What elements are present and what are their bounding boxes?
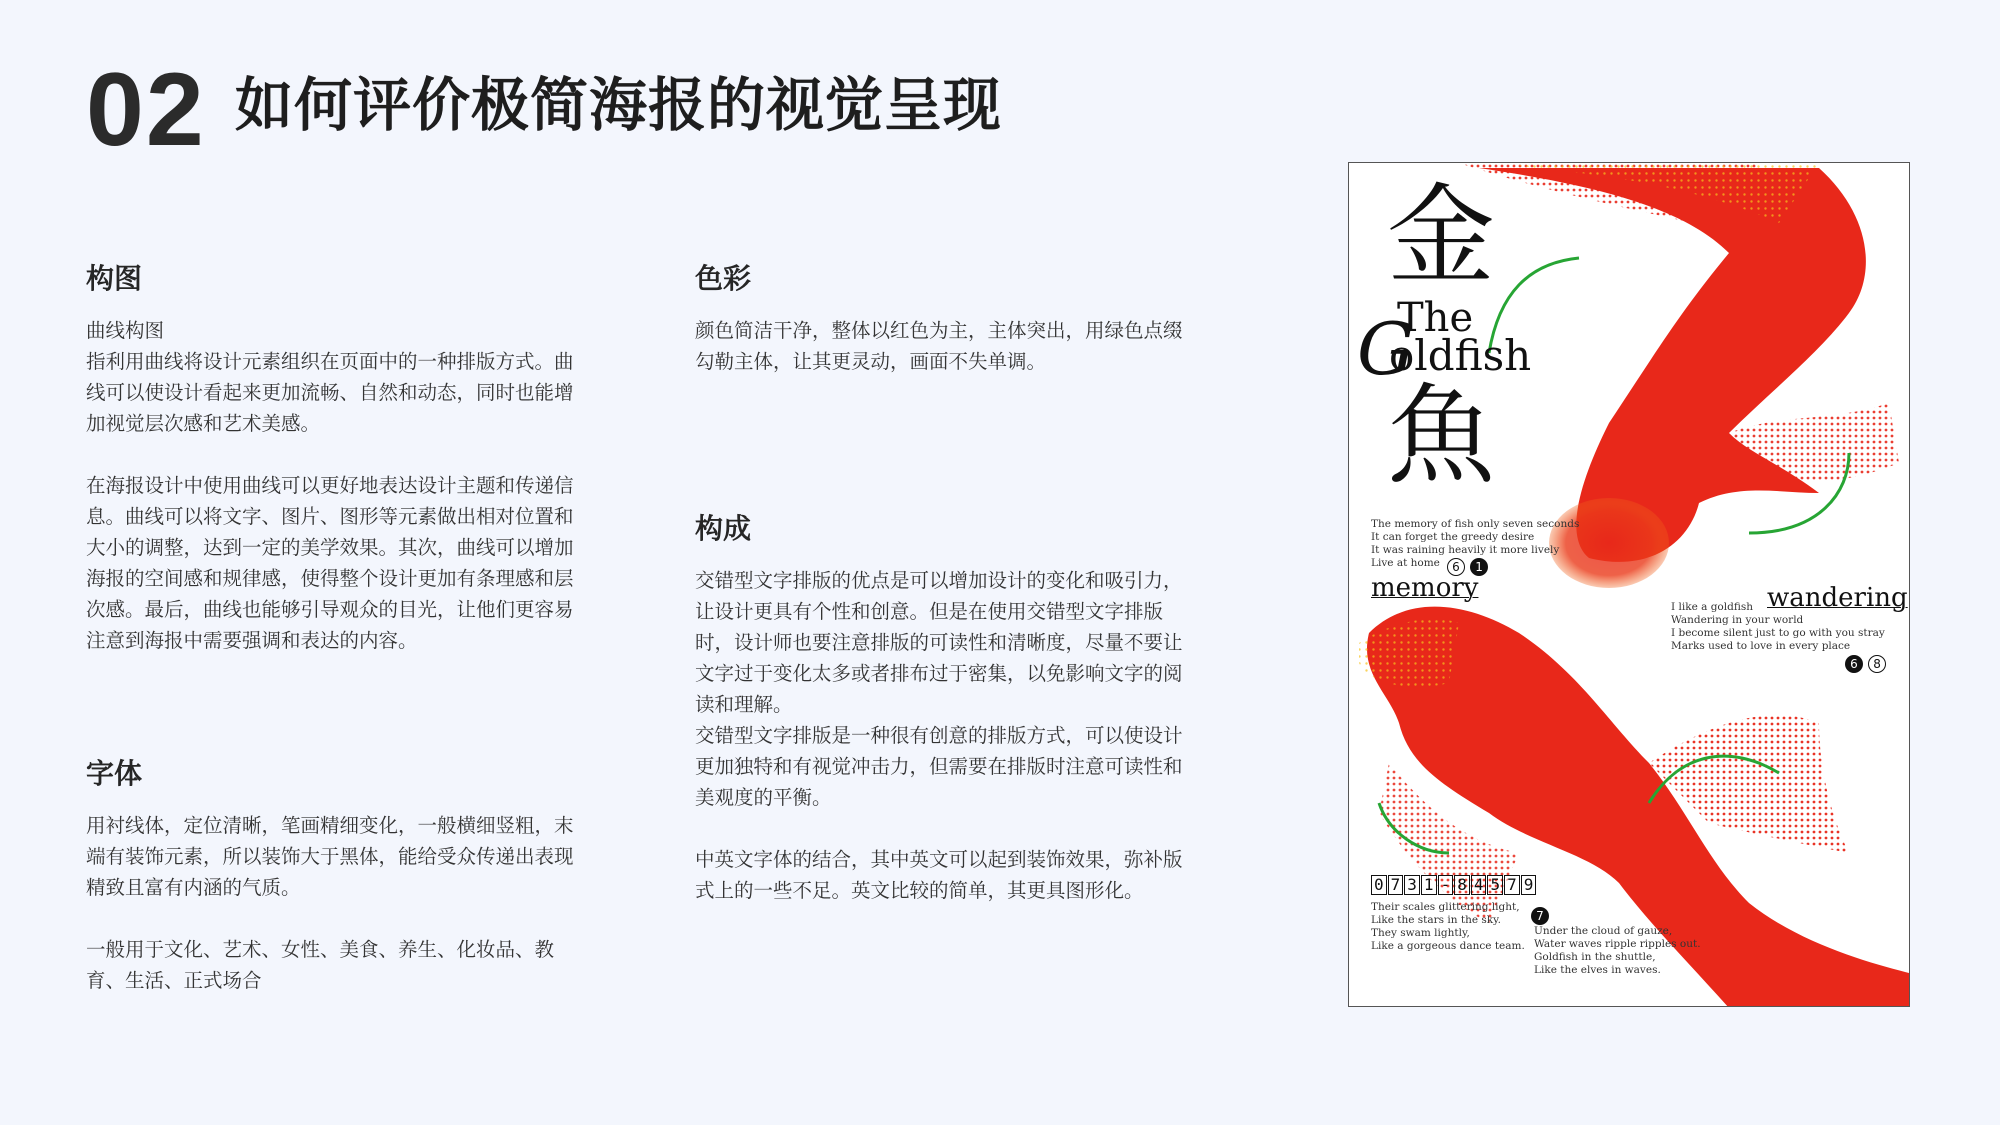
section-heading: 色彩 bbox=[695, 262, 752, 295]
poster-poem-2: I like a goldfish Wandering in your world I become silent just to go with you stray Marks used to love in every place bbox=[1671, 601, 1885, 652]
digit-box: 4 bbox=[1471, 875, 1487, 895]
digit-box: 9 bbox=[1521, 875, 1537, 895]
section-paragraph: 中英文字体的结合，其中英文可以起到装饰效果，弥补版 式上的一些不足。英文比较的简单，其更具图形化。 bbox=[695, 848, 1183, 902]
digit-box: 8 bbox=[1454, 875, 1470, 895]
poster-badge-7 bbox=[1531, 905, 1549, 925]
number-badge: 6 bbox=[1447, 558, 1465, 576]
section-heading: 构成 bbox=[695, 512, 752, 545]
digit-box: 1 bbox=[1421, 875, 1437, 895]
section-paragraph: 在海报设计中使用曲线可以更好地表达设计主题和传递信 息。曲线可以将文字、图片、图形等元素做出相对位置和 大小的调整，达到一定的美学效果。其次，曲线可以增加 海报的空间感和规律感，使得整个设计更加有条理感和层 次感。最后，曲线也能够引导观众的目光，让他们更容易 注意到海报中需要强调和表达的内容。 bbox=[86, 474, 574, 652]
section-composition bbox=[86, 262, 616, 656]
poster-word-memory: memory bbox=[1371, 573, 1479, 603]
slide-title: 如何评价极简海报的视觉呈现 bbox=[235, 71, 1003, 139]
section-font bbox=[86, 757, 616, 996]
section-paragraph: 交错型文字排版的优点是可以增加设计的变化和吸引力， 让设计更具有个性和创意。但是在使用交错型文字排版 时，设计师也要注意排版的可读性和清晰度，尽量不要让 文字过于变化太多或者排布过于密集，以免影响文字的阅 读和理解。 交错型文字排版是一种很有创意的排版方式，可以使设计 更加独特和有视觉冲击力，但需要在排版时注意可读性和 美观度的平衡。 bbox=[695, 569, 1183, 809]
section-color bbox=[695, 262, 1225, 377]
poster-the: The bbox=[1397, 295, 1474, 341]
digit-box: 7 bbox=[1504, 875, 1520, 895]
number-badge: 8 bbox=[1868, 655, 1886, 673]
poster-poem-1: The memory of fish only seven seconds It can forget the greedy desire It was raining heavily it more lively Live at home bbox=[1371, 518, 1580, 569]
digit-box: 0 bbox=[1371, 875, 1387, 895]
poster-kanji-gold: 金 bbox=[1387, 174, 1496, 299]
poster-goldfish-g: G bbox=[1357, 307, 1415, 391]
number-badge: 7 bbox=[1531, 907, 1549, 925]
poster-poem-3: Their scales glittering light, Like the stars in the sky. They swam lightly, Like a gorgeous dance team. bbox=[1371, 901, 1525, 952]
digit-box: - bbox=[1438, 875, 1454, 895]
section-paragraph: 曲线构图 指利用曲线将设计元素组织在页面中的一种排版方式。曲 线可以使设计看起来更加流畅、自然和动态，同时也能增 加视觉层次感和艺术美感。 bbox=[86, 319, 574, 435]
goldfish-poster bbox=[1348, 162, 1910, 1007]
digit-box: 7 bbox=[1388, 875, 1404, 895]
section-heading: 构图 bbox=[86, 262, 143, 295]
poster-poem-4: Under the cloud of gauze, Water waves ripple ripples out. Goldfish in the shuttle, Like the elves in waves. bbox=[1534, 925, 1701, 976]
section-paragraph: 用衬线体，定位清晰，笔画精细变化，一般横细竖粗，末 端有装饰元素，所以装饰大于黑体，能给受众传递出表现 精致且富有内涵的气质。 bbox=[86, 814, 574, 899]
number-badge: 1 bbox=[1470, 558, 1488, 576]
section-paragraph: 一般用于文化、艺术、女性、美食、养生、化妆品、教 育、生活、正式场合 bbox=[86, 938, 555, 992]
poster-goldfish: oldfish bbox=[1389, 331, 1532, 380]
poster-badges-2 bbox=[1845, 653, 1886, 673]
poster-word-wandering: wandering bbox=[1767, 583, 1908, 613]
section-paragraph: 颜色简洁干净，整体以红色为主，主体突出，用绿色点缀 勾勒主体，让其更灵动，画面不失单调。 bbox=[695, 319, 1183, 373]
digit-box: 3 bbox=[1404, 875, 1420, 895]
section-heading: 字体 bbox=[86, 757, 143, 790]
section-structure bbox=[695, 512, 1225, 906]
poster-kanji-fish: 魚 bbox=[1387, 374, 1496, 499]
slide-number: 02 bbox=[86, 52, 206, 168]
poster-digit-row bbox=[1371, 875, 1537, 895]
number-badge: 6 bbox=[1845, 655, 1863, 673]
digit-box: 5 bbox=[1487, 875, 1503, 895]
